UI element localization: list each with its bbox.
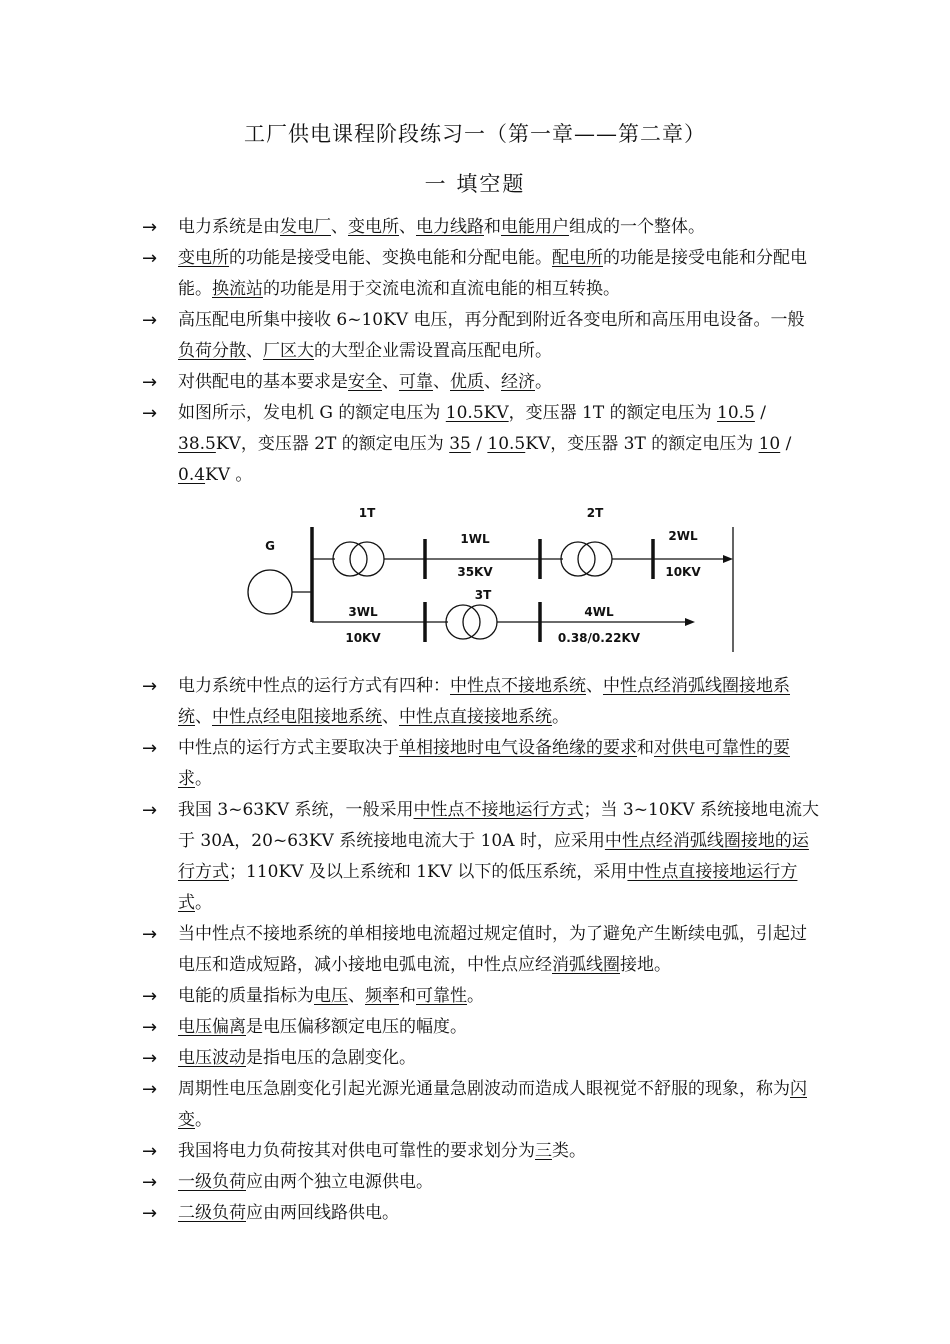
answer-blank: 电能用户 <box>501 217 569 237</box>
arrow-right-icon: → <box>142 1079 158 1100</box>
answer-blank: 中性点经消弧线圈接地系统 <box>178 676 790 727</box>
item-text: 电能的质量指标为 <box>178 986 314 1006</box>
item-text: 、 <box>246 341 263 361</box>
item-text: 。 <box>552 707 569 727</box>
item-text: KV，变压器 2T 的额定电压为 <box>215 434 450 454</box>
item-text: / <box>780 434 792 454</box>
list-item <box>140 243 820 305</box>
item-text: 的功能是接受电能和分配电能。 <box>178 248 807 299</box>
label-4wl-voltage: 0.38/0.22KV <box>557 631 641 645</box>
answer-blank: 可靠 <box>399 372 433 392</box>
item-text: 、 <box>399 217 416 237</box>
label-4wl: 4WL <box>584 605 614 619</box>
item-text: ，变压器 1T 的额定电压为 <box>508 403 718 423</box>
item-text: 、 <box>484 372 501 392</box>
answer-blank: 10.5 <box>717 403 755 423</box>
list-item <box>140 212 820 243</box>
arrow-right-icon: → <box>142 924 158 945</box>
answer-blank: 中性点经电阻接地系统 <box>212 707 382 727</box>
item-text: 组成的一个整体。 <box>569 217 705 237</box>
label-3wl: 3WL <box>348 605 378 619</box>
list-item <box>140 398 820 491</box>
item-text: 是电压偏移额定电压的幅度。 <box>246 1017 467 1037</box>
item-text: 、 <box>195 707 212 727</box>
item-text: ；110KV 及以上系统和 1KV 以下的低压系统，采用 <box>229 862 628 882</box>
list-item <box>140 1012 820 1043</box>
answer-blank: 10.5KV <box>445 403 509 423</box>
item-text: 是指电压的急剧变化。 <box>246 1048 416 1068</box>
section-heading: 一 填空题 <box>424 172 526 196</box>
list-item <box>140 1043 820 1074</box>
item-text: 、 <box>348 986 365 1006</box>
arrow-right-icon: → <box>142 310 158 331</box>
item-text: KV，变压器 3T 的额定电压为 <box>525 434 759 454</box>
item-text: 、 <box>433 372 450 392</box>
answer-blank: 电压波动 <box>178 1048 246 1068</box>
item-text: 。 <box>467 986 484 1006</box>
arrow-right-icon: → <box>142 1017 158 1038</box>
list-item <box>140 671 820 733</box>
answer-blank: 电压 <box>314 986 348 1006</box>
item-text: 和 <box>484 217 501 237</box>
arrow-right-icon: → <box>142 1203 158 1224</box>
item-text: / <box>470 434 488 454</box>
list-item <box>140 981 820 1012</box>
label-3t: 3T <box>474 588 492 602</box>
answer-blank: 电压偏离 <box>178 1017 246 1037</box>
item-text: 、 <box>586 676 603 696</box>
answer-blank: 安全 <box>348 372 382 392</box>
arrow-right-icon: → <box>142 248 158 269</box>
answer-blank: 可靠性 <box>416 986 467 1006</box>
arrow-right-icon: → <box>142 676 158 697</box>
answer-blank: 闪变 <box>178 1079 807 1130</box>
item-text: 。 <box>195 893 212 913</box>
item-text: 接地。 <box>620 955 671 975</box>
arrow-right-icon: → <box>142 1141 158 1162</box>
item-text: 。 <box>195 1110 212 1130</box>
arrow-right-icon: → <box>142 217 158 238</box>
generator-symbol <box>248 570 292 614</box>
item-text: 应由两个独立电源供电。 <box>246 1172 433 1192</box>
answer-blank: 发电厂 <box>280 217 331 237</box>
answer-blank: 变电所 <box>178 248 229 268</box>
answer-blank: 中性点直接接地运行方式 <box>178 862 798 913</box>
item-text: 类。 <box>552 1141 586 1161</box>
label-1wl: 1WL <box>460 532 490 546</box>
item-text: 周期性电压急剧变化引起光源光通量急剧波动而造成人眼视觉不舒服的现象，称为 <box>178 1079 790 1099</box>
list-item <box>140 1198 820 1229</box>
answer-blank: 10 <box>758 434 781 454</box>
answer-blank: 配电所 <box>552 248 603 268</box>
item-text: KV 。 <box>205 465 253 485</box>
answer-blank: 变电所 <box>348 217 399 237</box>
item-text: 、 <box>382 707 399 727</box>
item-text: 和 <box>399 986 416 1006</box>
single-line-diagram <box>140 491 820 671</box>
label-1wl-voltage: 35KV <box>457 565 493 579</box>
list-item <box>140 795 820 919</box>
arrow-right-icon: → <box>142 372 158 393</box>
answer-blank: 单相接地时电气设备绝缘的要求 <box>399 738 637 758</box>
item-text: 如图所示，发电机 G 的额定电压为 <box>178 403 446 423</box>
answer-blank: 中性点不接地运行方式 <box>413 800 584 820</box>
item-text: 我国将电力负荷按其对供电可靠性的要求划分为 <box>178 1141 535 1161</box>
answer-blank: 频率 <box>365 986 399 1006</box>
document-title: 工厂供电课程阶段练习一（第一章——第二章） <box>244 122 706 146</box>
item-text: / <box>754 403 767 423</box>
arrow-right-icon: → <box>142 1172 158 1193</box>
item-text: 应由两回线路供电。 <box>246 1203 399 1223</box>
answer-blank: 优质 <box>450 372 484 392</box>
arrow-right-icon: → <box>142 1048 158 1069</box>
answer-blank: 二级负荷 <box>178 1203 246 1223</box>
answer-blank: 厂区大 <box>263 341 314 361</box>
answer-blank: 中性点不接地系统 <box>450 676 586 696</box>
answer-blank: 一级负荷 <box>178 1172 246 1192</box>
label-2wl: 2WL <box>668 529 698 543</box>
item-text: ；当 3~10KV 系统接地电流大于 30A，20~63KV 系统接地电流大于 10A 时，应采用 <box>178 800 819 851</box>
answer-blank: 换流站 <box>212 279 263 299</box>
item-text: 、 <box>331 217 348 237</box>
item-text: 电力系统中性点的运行方式有四种： <box>178 676 450 696</box>
answer-blank: 中性点经消弧线圈接地的运行方式 <box>178 831 809 882</box>
label-1t: 1T <box>358 506 376 520</box>
label-3wl-voltage: 10KV <box>345 631 381 645</box>
answer-blank: 消弧线圈 <box>552 955 620 975</box>
answer-blank: 经济 <box>501 372 535 392</box>
answer-blank: 38.5 <box>178 434 216 454</box>
item-text: 电力系统是由 <box>178 217 280 237</box>
item-text: 、 <box>382 372 399 392</box>
list-item <box>140 1136 820 1167</box>
answer-blank: 35 <box>449 434 471 454</box>
item-text: 和 <box>637 738 654 758</box>
item-text: 。 <box>535 372 552 392</box>
label-g: G <box>265 539 275 553</box>
answer-blank: 0.4 <box>178 465 206 485</box>
list-item <box>140 1074 820 1136</box>
label-2wl-voltage: 10KV <box>665 565 701 579</box>
item-text: 对供配电的基本要求是 <box>178 372 348 392</box>
item-text: 中性点的运行方式主要取决于 <box>178 738 399 758</box>
item-text: 的功能是用于交流电流和直流电能的相互转换。 <box>263 279 620 299</box>
arrow-right-icon: → <box>142 403 158 424</box>
list-item <box>140 1167 820 1198</box>
item-text: 的功能是接受电能、变换电能和分配电能。 <box>229 248 552 268</box>
item-text: 。 <box>195 769 212 789</box>
label-2t: 2T <box>586 506 604 520</box>
list-item <box>140 733 820 795</box>
arrow-right-icon: → <box>142 800 158 821</box>
answer-blank: 三 <box>535 1141 552 1161</box>
item-text: 的大型企业需设置高压配电所。 <box>314 341 552 361</box>
answer-blank: 中性点直接接地系统 <box>399 707 552 727</box>
answer-blank: 对供电可靠性的要求 <box>178 738 790 789</box>
arrow-right-icon: → <box>142 986 158 1007</box>
power-system-diagram <box>235 487 795 667</box>
item-text: 高压配电所集中接收 6~10KV 电压，再分配到附近各变电所和高压用电设备。一般 <box>178 310 805 330</box>
list-item <box>140 367 820 398</box>
fill-in-list <box>140 212 820 1229</box>
answer-blank: 10.5 <box>487 434 526 454</box>
item-text: 当中性点不接地系统的单相接地电流超过规定值时，为了避免产生断续电弧，引起过电压和造成短路，减小接地电弧电流，中性点应经 <box>178 924 807 975</box>
answer-blank: 负荷分散 <box>178 341 246 361</box>
answer-blank: 电力线路 <box>416 217 484 237</box>
arrow-right-icon: → <box>142 738 158 759</box>
item-text: 我国 3~63KV 系统，一般采用 <box>178 800 414 820</box>
list-item <box>140 305 820 367</box>
list-item <box>140 919 820 981</box>
